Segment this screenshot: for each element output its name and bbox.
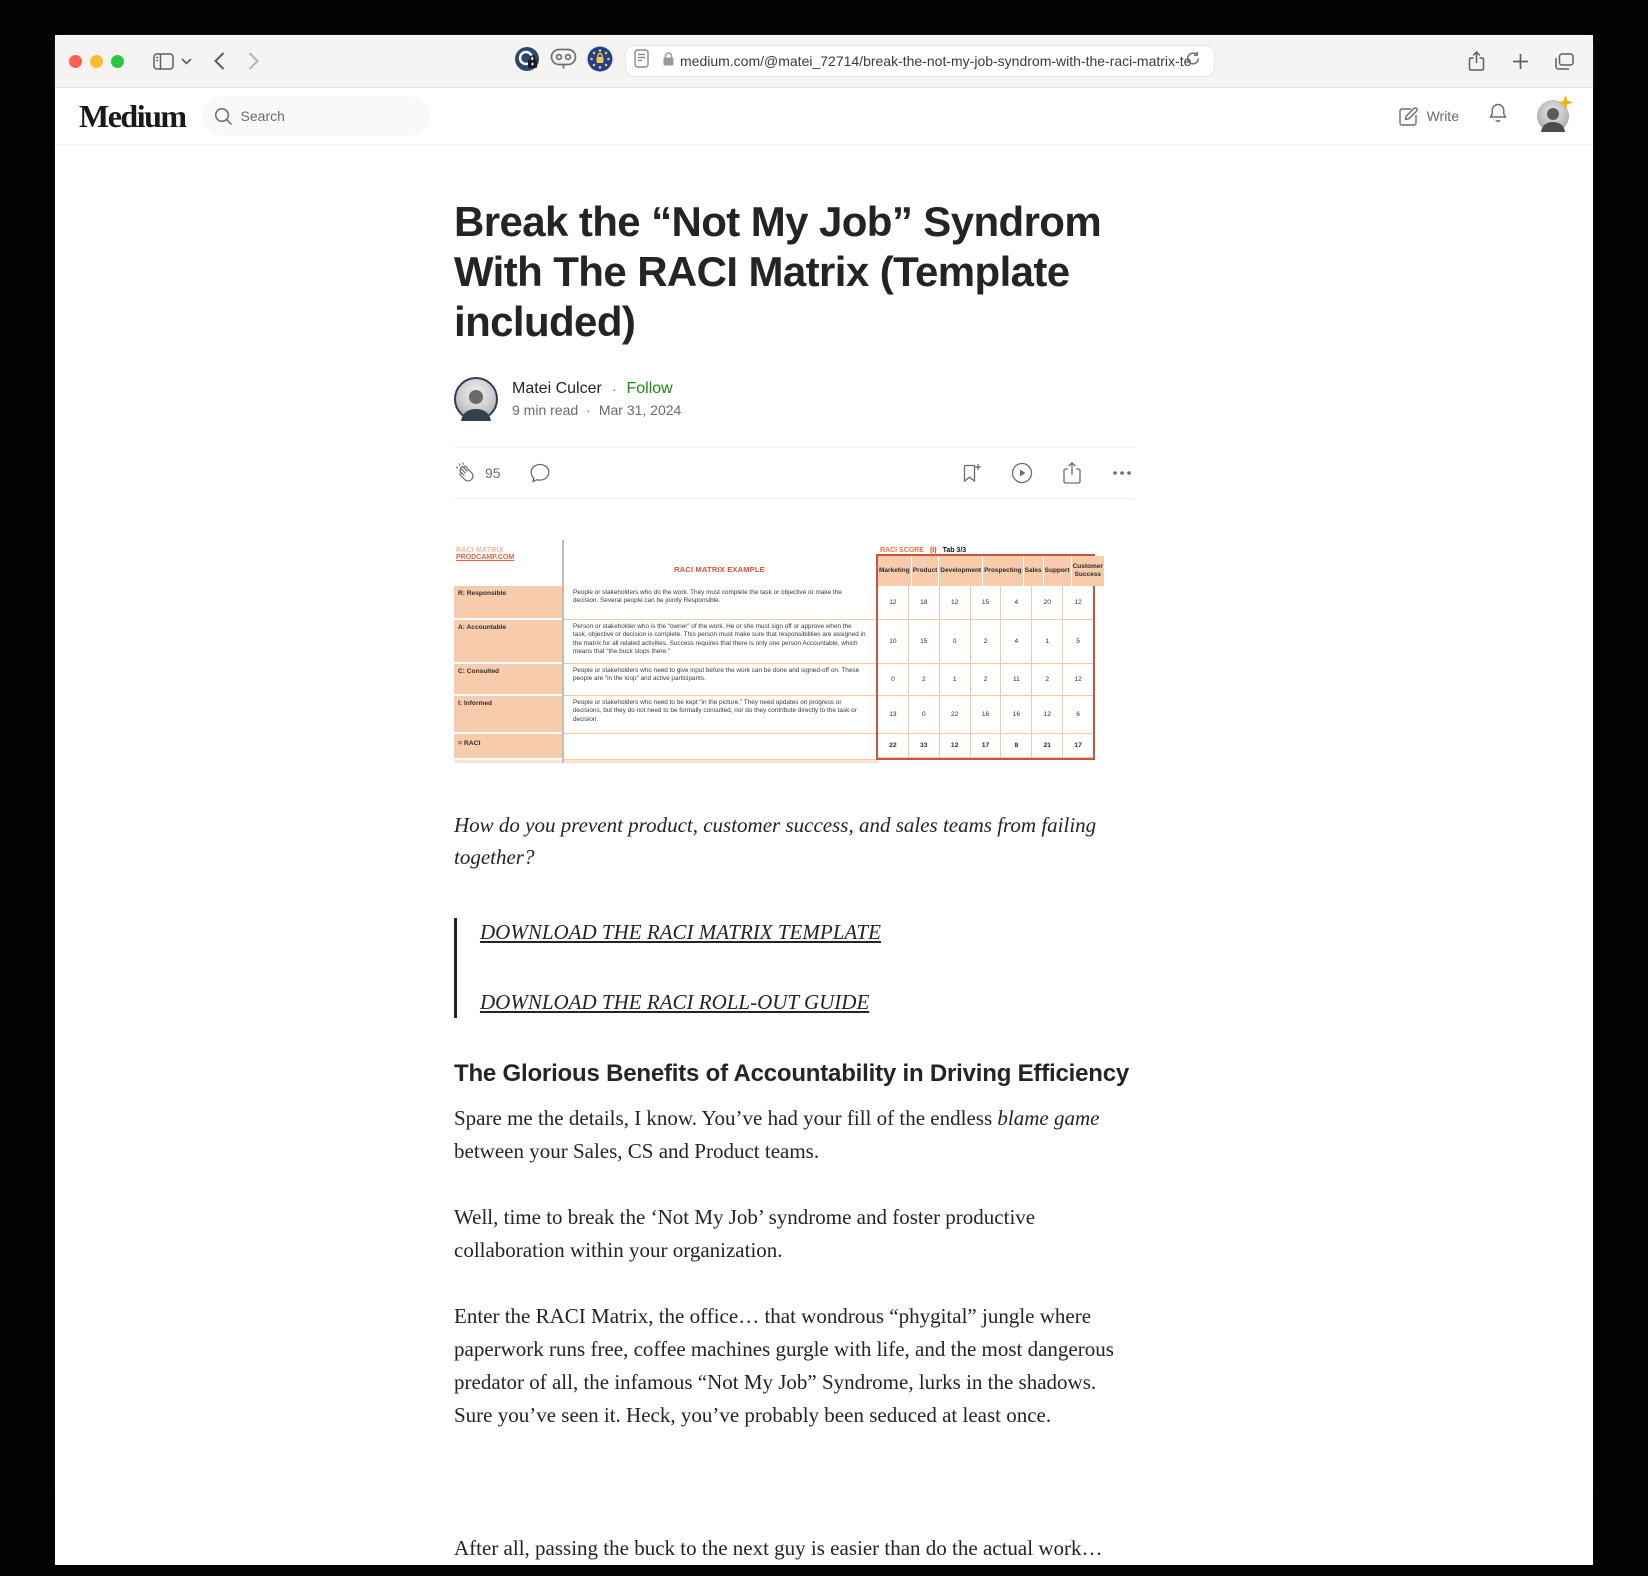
write-label: Write bbox=[1426, 108, 1459, 124]
score-total: 12 bbox=[940, 734, 971, 758]
minimize-window-button[interactable] bbox=[90, 55, 103, 68]
score-value: 13 bbox=[878, 696, 909, 734]
score-value: 4 bbox=[1001, 586, 1032, 620]
notifications-bell-icon[interactable] bbox=[1487, 102, 1509, 130]
membership-sparkle-icon bbox=[1558, 95, 1573, 110]
search-box[interactable] bbox=[202, 96, 430, 136]
score-value: 12 bbox=[878, 586, 909, 620]
score-value: 0 bbox=[878, 664, 909, 696]
download-template-link[interactable]: DOWNLOAD THE RACI MATRIX TEMPLATE bbox=[480, 920, 881, 944]
privacy-extension-icon[interactable] bbox=[587, 46, 613, 77]
raci-row-total: = RACI 22 33 12 17 8 21 17 bbox=[454, 734, 1095, 760]
column-header: Prospecting bbox=[983, 556, 1024, 586]
figure-divider-line bbox=[562, 540, 564, 763]
password-manager-extension-icon[interactable] bbox=[514, 46, 540, 77]
raci-row-accountable: A: Accountable Person or stakeholder who is the “owner” of the work. He or she must sign off or approve when the task, objective or decision is complete. This person must make sure that responsibilities are assigned in the matrix for all related activities. Success requires that there is only one person Accountable, which means that “the buck stops there.” 10 15 0 2 4 1 5 bbox=[454, 620, 1095, 664]
browser-window bbox=[55, 35, 1593, 1560]
raci-row-consulted: C: Consulted People or stakeholders who need to give input before the work can be done and signed-off on. These people are “in the loop” and active participants. 0 2 1 2 11 2 12 bbox=[454, 664, 1095, 696]
clap-icon bbox=[454, 461, 478, 485]
lead-question: How do you prevent product, customer success, and sales teams from failing together? bbox=[454, 812, 1097, 870]
score-value: 5 bbox=[1063, 620, 1093, 664]
close-window-button[interactable] bbox=[69, 55, 82, 68]
score-value: 1 bbox=[940, 664, 971, 696]
extension-icons bbox=[514, 46, 613, 77]
paragraph: Enter the RACI Matrix, the office… that wondrous “phygital” jungle where paperwork runs free, coffee machines gurgle with life, and the most dangerous predator of all, the infamous “Not My Job” Syndrome, lurks in the shadows. Sure you’ve seen it. Heck, you’ve probably been seduced at least once. bbox=[454, 1303, 1114, 1427]
score-value: 16 bbox=[971, 696, 1002, 734]
toolbar-right-actions bbox=[1461, 46, 1579, 76]
score-value: 12 bbox=[1063, 664, 1093, 696]
score-value: 1 bbox=[1032, 620, 1063, 664]
write-button[interactable] bbox=[1398, 106, 1459, 127]
score-value: 15 bbox=[909, 620, 940, 664]
forward-button[interactable] bbox=[238, 46, 268, 76]
score-value: 0 bbox=[940, 620, 971, 664]
url-text: medium.com/@matei_72714/break-the-not-my-job-syndrom-with-the-raci-matrix-te bbox=[680, 53, 1192, 69]
author-name[interactable]: Matei Culcer bbox=[512, 379, 602, 397]
new-tab-icon[interactable] bbox=[1505, 46, 1535, 76]
column-header: Product bbox=[912, 556, 940, 586]
article-title: Break the “Not My Job” Syndrom With The RACI Matrix (Template included) bbox=[454, 198, 1102, 345]
score-value: 2 bbox=[971, 620, 1002, 664]
reload-icon[interactable] bbox=[1186, 51, 1200, 71]
score-total: 22 bbox=[878, 734, 909, 758]
page-content bbox=[55, 145, 1593, 1565]
share-post-button[interactable] bbox=[1061, 461, 1083, 485]
medium-logo[interactable]: Medium bbox=[79, 97, 186, 134]
dot-separator: · bbox=[586, 401, 591, 418]
figure-bottom-rule bbox=[454, 760, 879, 763]
figure-brand-line2: PRODCAMP.COM bbox=[456, 553, 515, 561]
score-total: 17 bbox=[971, 734, 1002, 758]
figure-brand-line1: RACI MATRIX bbox=[456, 546, 504, 554]
score-value: 2 bbox=[971, 664, 1002, 696]
dot-separator: · bbox=[611, 380, 617, 397]
column-header: Marketing bbox=[878, 556, 912, 586]
score-total: 17 bbox=[1063, 734, 1093, 758]
score-value: 11 bbox=[1001, 664, 1032, 696]
search-input[interactable] bbox=[241, 108, 418, 124]
paragraph: Well, time to break the ‘Not My Job’ syndrome and foster productive collaboration within your organization. bbox=[454, 1204, 1036, 1262]
article-action-bar bbox=[454, 447, 1134, 499]
reader-view-icon[interactable] bbox=[634, 49, 649, 73]
score-value: 16 bbox=[1001, 696, 1032, 734]
bookmark-button[interactable] bbox=[959, 461, 983, 485]
tab-overview-icon[interactable] bbox=[1549, 46, 1579, 76]
score-value: 6 bbox=[1063, 696, 1093, 734]
translate-extension-icon[interactable] bbox=[550, 48, 577, 75]
column-header: Development bbox=[939, 556, 983, 586]
tab-label: Tab 3/3 bbox=[942, 546, 967, 554]
zoom-window-button[interactable] bbox=[111, 55, 124, 68]
score-value: 2 bbox=[909, 664, 940, 696]
back-button[interactable] bbox=[204, 46, 234, 76]
write-icon bbox=[1398, 106, 1419, 127]
share-icon[interactable] bbox=[1461, 46, 1491, 76]
paragraph: After all, passing the buck to the next guy is easier than do the actual work… bbox=[454, 1535, 1103, 1560]
listen-button[interactable] bbox=[1010, 461, 1034, 485]
publish-date: Mar 31, 2024 bbox=[598, 401, 682, 418]
raci-matrix-figure[interactable] bbox=[454, 534, 1103, 763]
score-value: 12 bbox=[1032, 696, 1063, 734]
tls-lock-icon bbox=[663, 52, 674, 71]
share-up-icon bbox=[1061, 461, 1083, 485]
author-avatar[interactable] bbox=[454, 377, 498, 421]
medium-header bbox=[55, 88, 1593, 145]
column-header: Customer Success bbox=[1072, 556, 1104, 586]
score-total: 33 bbox=[909, 734, 940, 758]
window-controls bbox=[69, 55, 124, 68]
score-label: RACI SCORE bbox=[880, 546, 924, 554]
profile-avatar[interactable] bbox=[1537, 100, 1569, 132]
bookmark-plus-icon bbox=[959, 461, 983, 485]
column-header: Support bbox=[1044, 556, 1072, 586]
clap-button[interactable] bbox=[454, 461, 501, 485]
score-total: 8 bbox=[1001, 734, 1032, 758]
more-options-button[interactable] bbox=[1110, 461, 1134, 485]
figure-example-title: RACI MATRIX EXAMPLE bbox=[674, 565, 765, 575]
score-value: 12 bbox=[1063, 586, 1093, 620]
score-value: 22 bbox=[940, 696, 971, 734]
browser-toolbar bbox=[55, 35, 1593, 88]
score-total: 21 bbox=[1032, 734, 1063, 758]
score-value: 4 bbox=[1001, 620, 1032, 664]
score-value: 12 bbox=[940, 586, 971, 620]
score-value: 10 bbox=[878, 620, 909, 664]
read-time: 9 min read bbox=[512, 401, 579, 418]
score-value: 15 bbox=[971, 586, 1002, 620]
address-bar[interactable] bbox=[625, 45, 1215, 77]
column-header: Sales bbox=[1024, 556, 1044, 586]
sidebar-toggle-icon[interactable] bbox=[148, 46, 178, 76]
sidebar-chevron-icon[interactable] bbox=[178, 46, 194, 76]
score-value: 18 bbox=[909, 586, 940, 620]
score-value: 20 bbox=[1032, 586, 1063, 620]
ellipsis-icon bbox=[1110, 461, 1134, 485]
clap-count: 95 bbox=[485, 464, 501, 481]
paragraph: Spare me the details, I know. You’ve had your fill of the endless blame game between your Sales, CS and Product teams. bbox=[454, 1105, 1100, 1163]
follow-button[interactable]: Follow bbox=[626, 379, 673, 397]
score-value: 2 bbox=[1032, 664, 1063, 696]
raci-row-informed: I: Informed People or stakeholders who need to be kept “in the picture.” They need updates on progress or decisions, but they do not need to be formally consulted, nor do they contribute directly to the task or decision. 13 0 22 16 16 12 6 bbox=[454, 696, 1095, 734]
emphasis-text: blame game bbox=[997, 1105, 1100, 1130]
comment-icon bbox=[529, 462, 551, 484]
play-circle-icon bbox=[1010, 461, 1034, 485]
download-guide-link[interactable]: DOWNLOAD THE RACI ROLL-OUT GUIDE bbox=[480, 990, 870, 1015]
section-heading: The Glorious Benefits of Accountability in Driving Efficiency bbox=[454, 1059, 1129, 1087]
raci-row-responsible: R: Responsible People or stakeholders who do the work. They must complete the task or objective or make the decision. Several people can be jointly Responsible. 12 18 12 15 4 20 12 bbox=[454, 586, 1095, 620]
download-blockquote bbox=[454, 918, 1134, 1018]
search-icon bbox=[214, 107, 233, 126]
score-column-headers bbox=[876, 554, 1103, 586]
author-row bbox=[454, 377, 1134, 421]
score-value: 0 bbox=[909, 696, 940, 734]
score-mark: (i) bbox=[929, 546, 937, 554]
comment-button[interactable] bbox=[529, 462, 551, 484]
